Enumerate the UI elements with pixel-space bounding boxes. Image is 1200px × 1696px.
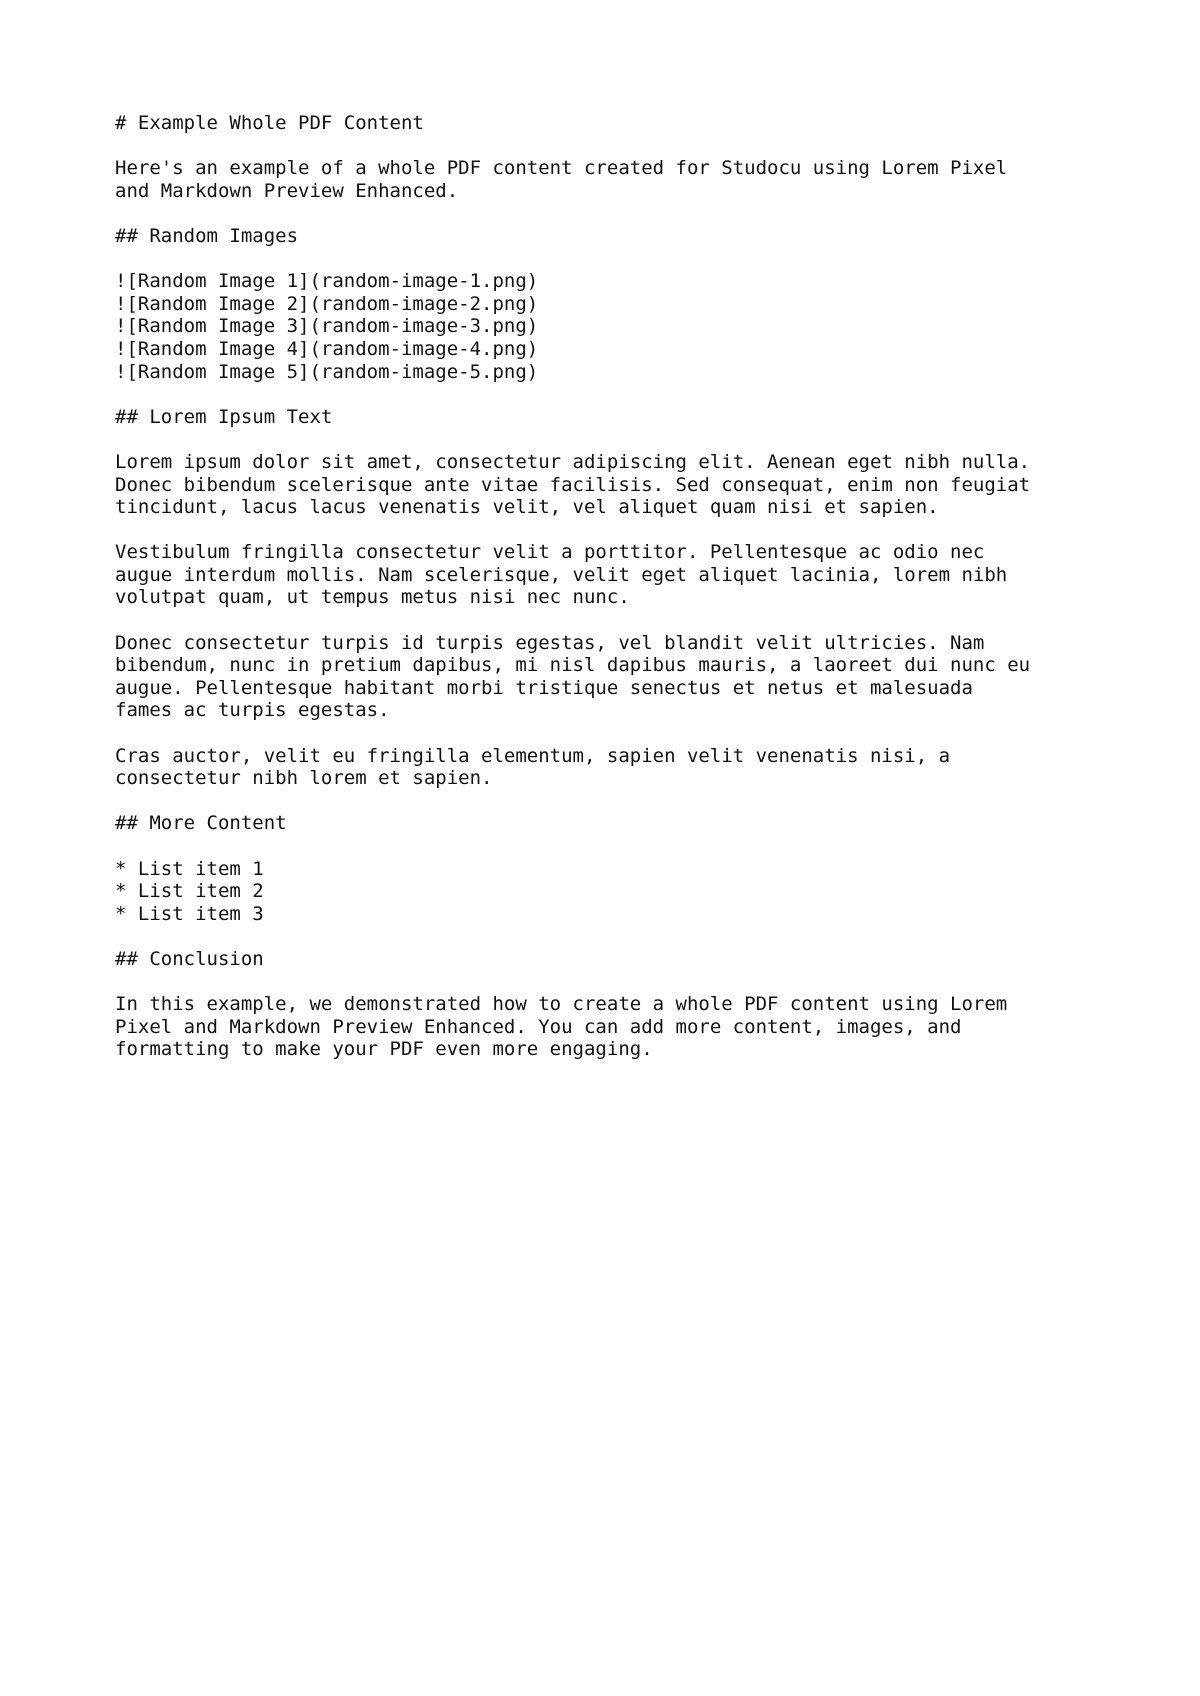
- lorem-paragraph-1: [115, 451, 1115, 519]
- paragraph-line: consectetur nibh lorem et sapien.: [115, 767, 493, 790]
- paragraph-line: In this example, we demonstrated how to create a whole PDF content using Lorem: [115, 993, 1008, 1016]
- image-link-line: ![Random Image 1](random-image-1.png): [115, 270, 539, 293]
- paragraph-line: Lorem ipsum dolor sit amet, consectetur adipiscing elit. Aenean eget nibh nulla.: [115, 450, 1031, 473]
- lorem-paragraph-2: [115, 541, 1115, 609]
- lorem-paragraph-3: [115, 632, 1115, 722]
- paragraph-line: Vestibulum fringilla consectetur velit a porttitor. Pellentesque ac odio nec: [115, 541, 985, 564]
- lorem-heading-block: [115, 406, 1115, 429]
- images-heading: ## Random Images: [115, 224, 299, 247]
- image-link-line: ![Random Image 5](random-image-5.png): [115, 360, 539, 383]
- conclusion-heading: ## Conclusion: [115, 947, 264, 970]
- lorem-heading: ## Lorem Ipsum Text: [115, 405, 333, 428]
- bullet-list: [115, 858, 1115, 926]
- intro-line: and Markdown Preview Enhanced.: [115, 179, 459, 202]
- more-heading-block: [115, 812, 1115, 835]
- paragraph-line: augue. Pellentesque habitant morbi tristique senectus et netus et malesuada: [115, 676, 973, 699]
- paragraph-line: Donec consectetur turpis id turpis egestas, vel blandit velit ultricies. Nam: [115, 631, 985, 654]
- image-links-list: [115, 270, 1115, 383]
- paragraph-line: Pixel and Markdown Preview Enhanced. You can add more content, images, and: [115, 1015, 962, 1038]
- lorem-paragraph-4: [115, 745, 1115, 790]
- paragraph-line: bibendum, nunc in pretium dapibus, mi nisl dapibus mauris, a laoreet dui nunc eu: [115, 654, 1031, 677]
- paragraph-line: Donec bibendum scelerisque ante vitae facilisis. Sed consequat, enim non feugiat: [115, 473, 1031, 496]
- more-content-heading: ## More Content: [115, 812, 287, 835]
- paragraph-line: fames ac turpis egestas.: [115, 699, 390, 722]
- paragraph-line: tincidunt, lacus lacus venenatis velit, vel aliquet quam nisi et sapien.: [115, 496, 939, 519]
- conclusion-heading-block: [115, 948, 1115, 971]
- document-title-block: [115, 112, 1115, 135]
- paragraph-line: formatting to make your PDF even more engaging.: [115, 1038, 653, 1061]
- image-link-line: ![Random Image 2](random-image-2.png): [115, 292, 539, 315]
- list-item: * List item 3: [115, 902, 264, 925]
- paragraph-line: augue interdum mollis. Nam scelerisque, velit eget aliquet lacinia, lorem nibh: [115, 563, 1008, 586]
- document-title: # Example Whole PDF Content: [115, 112, 424, 134]
- list-item: * List item 2: [115, 880, 264, 903]
- image-link-line: ![Random Image 4](random-image-4.png): [115, 337, 539, 360]
- paragraph-line: volutpat quam, ut tempus metus nisi nec nunc.: [115, 586, 630, 609]
- image-link-line: ![Random Image 3](random-image-3.png): [115, 315, 539, 338]
- list-item: * List item 1: [115, 857, 264, 880]
- conclusion-paragraph: [115, 993, 1115, 1061]
- document-page: [115, 112, 1115, 1061]
- paragraph-line: Cras auctor, velit eu fringilla elementum, sapien velit venenatis nisi, a: [115, 744, 951, 767]
- intro-paragraph: [115, 157, 1115, 202]
- images-heading-block: [115, 225, 1115, 248]
- intro-line: Here's an example of a whole PDF content created for Studocu using Lorem Pixel: [115, 157, 1008, 180]
